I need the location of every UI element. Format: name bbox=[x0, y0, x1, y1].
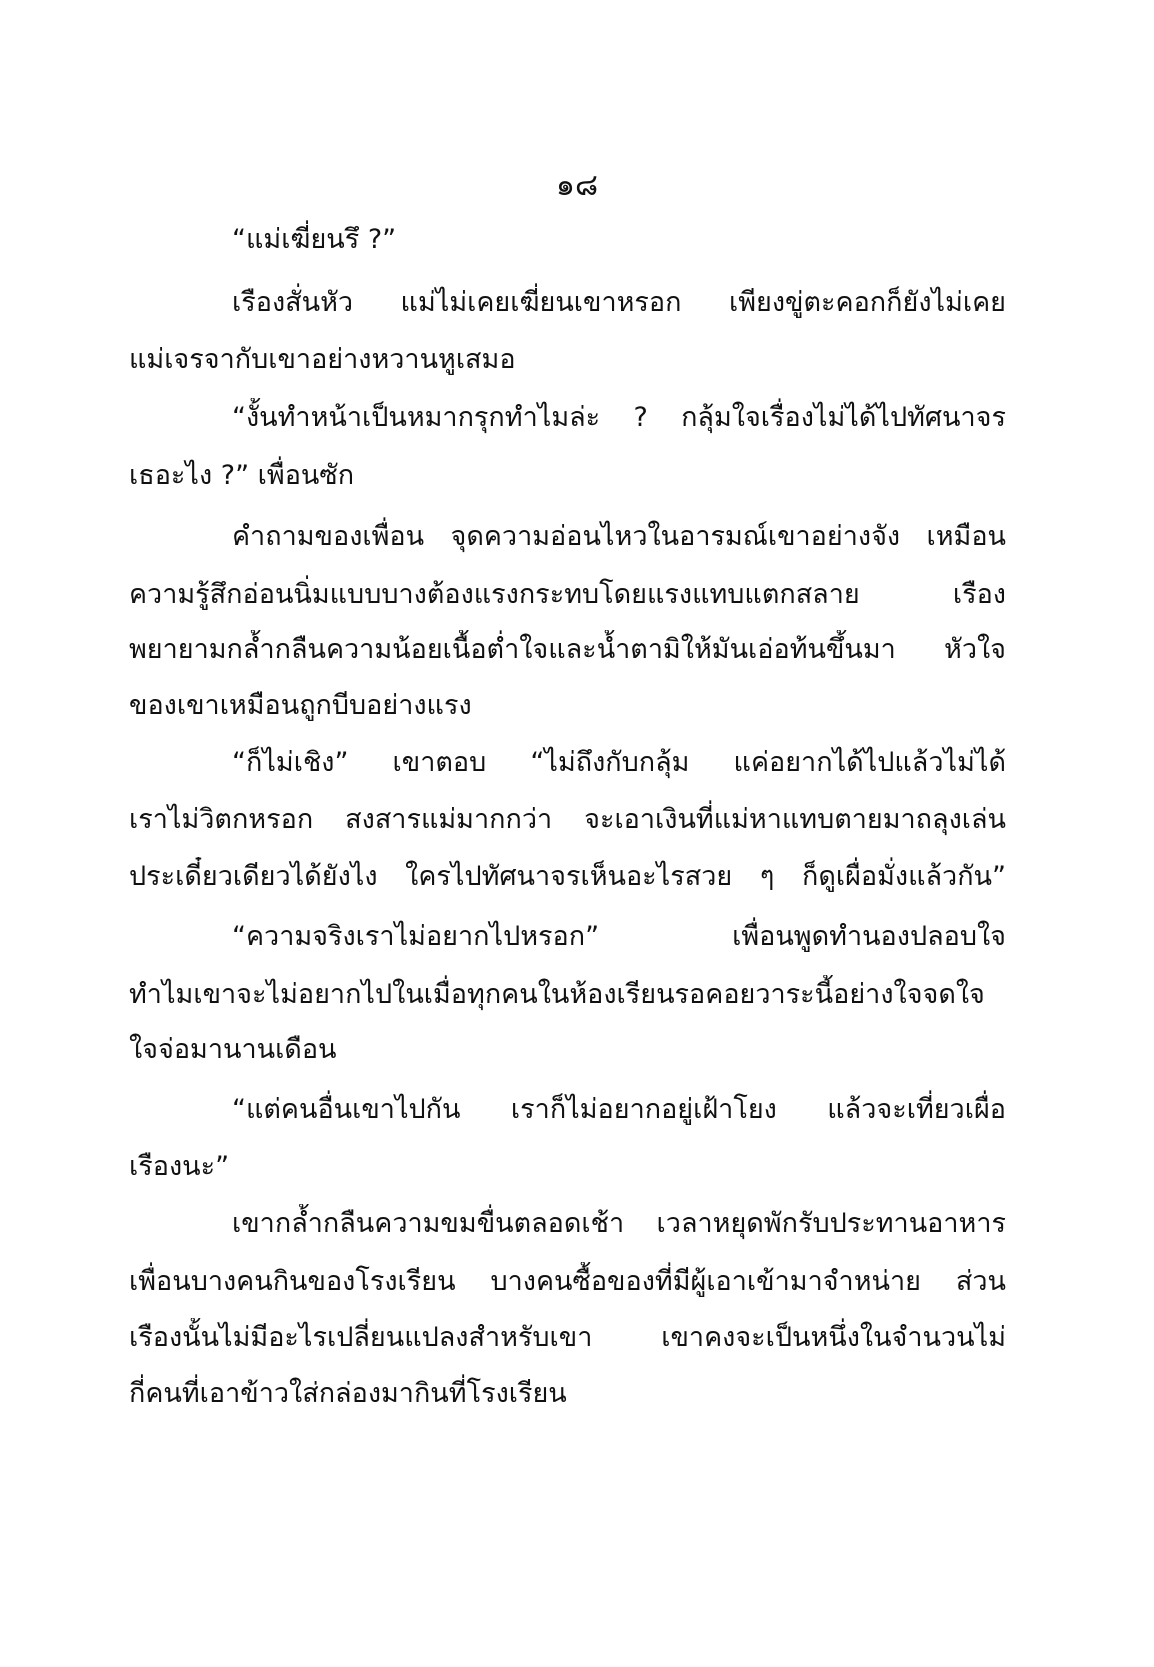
text-line: “แม่เฆี่ยนรึ ?” bbox=[232, 224, 397, 255]
text-line: แม่เจรจากับเขาอย่างหวานหูเสมอ bbox=[129, 344, 516, 375]
text-line: “ความจริงเราไม่อยากไปหรอก” เพื่อนพูดทำนองปลอบใจ bbox=[232, 921, 1006, 952]
text-line: เรืองนั้นไม่มีอะไรเปลี่ยนแปลงสำหรับเขา เขาคงจะเป็นหนึ่งในจำนวนไม่ bbox=[129, 1322, 1006, 1353]
text-line: ประเดี๋ยวเดียวได้ยังไง ใครไปทัศนาจรเห็นอะไรสวย ๆ ก็ดูเผื่อมั่งแล้วกัน” bbox=[129, 861, 1006, 892]
text-line: คำถามของเพื่อน จุดความอ่อนไหวในอารมณ์เขาอย่างจัง เหมือน bbox=[232, 521, 1006, 552]
text-line: ความรู้สึกอ่อนนิ่มแบบบางต้องแรงกระทบโดยแรงแทบแตกสลาย เรือง bbox=[129, 579, 1006, 610]
page-number: ๑๘ bbox=[555, 168, 599, 203]
text-line: พยายามกล้ำกลืนความน้อยเนื้อต่ำใจและน้ำตามิให้มันเอ่อท้นขึ้นมา หัวใจ bbox=[129, 634, 1006, 665]
text-line: เขากล้ำกลืนความขมขื่นตลอดเช้า เวลาหยุดพักรับประทานอาหาร bbox=[232, 1208, 1006, 1239]
text-line: “ก็ไม่เชิง” เขาตอบ “ไม่ถึงกับกลุ้ม แค่อยากได้ไปแล้วไม่ได้ bbox=[232, 747, 1006, 778]
text-line: ใจจ่อมานานเดือน bbox=[129, 1034, 337, 1065]
text-line: เรืองนะ” bbox=[129, 1151, 230, 1182]
text-line: ทำไมเขาจะไม่อยากไปในเมื่อทุกคนในห้องเรียนรอคอยวาระนี้อย่างใจจดใจ bbox=[129, 979, 985, 1010]
text-line: เพื่อนบางคนกินของโรงเรียน บางคนซื้อของที่มีผู้เอาเข้ามาจำหน่าย ส่วน bbox=[129, 1266, 1006, 1297]
text-line: เรืองสั่นหัว แม่ไม่เคยเฆี่ยนเขาหรอก เพียงขู่ตะคอกก็ยังไม่เคย bbox=[232, 287, 1006, 318]
text-line: เธอะไง ?” เพื่อนซัก bbox=[129, 460, 355, 491]
text-line: “แต่คนอื่นเขาไปกัน เราก็ไม่อยากอยู่เฝ้าโยง แล้วจะเที่ยวเผื่อ bbox=[232, 1094, 1006, 1125]
text-line: “งั้นทำหน้าเป็นหมากรุกทำไมล่ะ ? กลุ้มใจเรื่องไม่ได้ไปทัศนาจร bbox=[232, 402, 1006, 433]
text-line: กี่คนที่เอาข้าวใส่กล่องมากินที่โรงเรียน bbox=[129, 1378, 567, 1409]
text-line: ของเขาเหมือนถูกบีบอย่างแรง bbox=[129, 690, 472, 721]
text-line: เราไม่วิตกหรอก สงสารแม่มากกว่า จะเอาเงินที่แม่หาแทบตายมาถลุงเล่น bbox=[129, 804, 1006, 835]
